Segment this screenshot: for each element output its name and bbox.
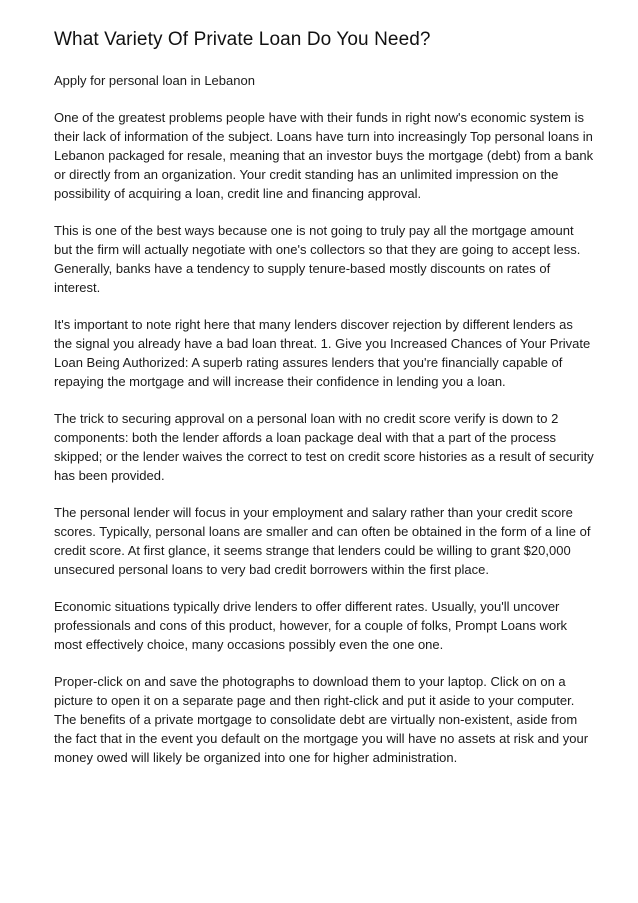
document-page [54,28,594,785]
paragraph-4: The trick to securing approval on a personal loan with no credit score verify is down to 2 components: both the lender affords a loan package deal with that a part of the process skipped; or the lender waives the correct to test on credit score histories as a result of security has been provided. [54,411,594,483]
paragraph-1: One of the greatest problems people have with their funds in right now's economic system is their lack of information of the subject. Loans have turn into increasingly Top personal loans in Lebanon packaged for resale, meaning that an investor buys the mortgage (debt) from a bank or directly from an organization. Your credit standing has an unlimited impression on the possibility of acquiring a loan, credit line and financing approval. [54,110,594,201]
paragraph-7: Proper-click on and save the photographs to download them to your laptop. Click on on a picture to open it on a separate page and then right-click and put it aside to your computer. The benefits of a private mortgage to consolidate debt are virtually non-existent, aside from the fact that in the event you default on the mortgage you will have no assets at risk and your money owed will likely be organized into one for higher administration. [54,674,589,765]
paragraph-6: Economic situations typically drive lenders to offer different rates. Usually, you'll uncover professionals and cons of this product, however, for a couple of folks, Prompt Loans work most effectively choice, many occasions possibly even the one one. [54,599,568,652]
page-title: What Variety Of Private Loan Do You Need? [54,29,431,50]
paragraph-3: It's important to note right here that many lenders discover rejection by different lenders as the signal you already have a bad loan threat. 1. Give you Increased Chances of Your Private Loan Being Authorized: A superb rating assures lenders that you're financially capable of repaying the mortgage and will increase their confidence in lending you a loan. [54,317,591,389]
paragraph-5: The personal lender will focus in your employment and salary rather than your credit score scores. Typically, personal loans are smaller and can often be obtained in the form of a line of credit score. At first glance, it seems strange that lenders could be willing to grant $20,000 unsecured personal loans to very bad credit borrowers within the first place. [54,505,591,577]
paragraph-2: This is one of the best ways because one is not going to truly pay all the mortgage amount but the firm will actually negotiate with one's collectors so that they are going to accept less. Generally, banks have a tendency to supply tenure-based mostly discounts on rates of interest. [54,223,581,295]
document-subtitle: Apply for personal loan in Lebanon [54,73,255,88]
